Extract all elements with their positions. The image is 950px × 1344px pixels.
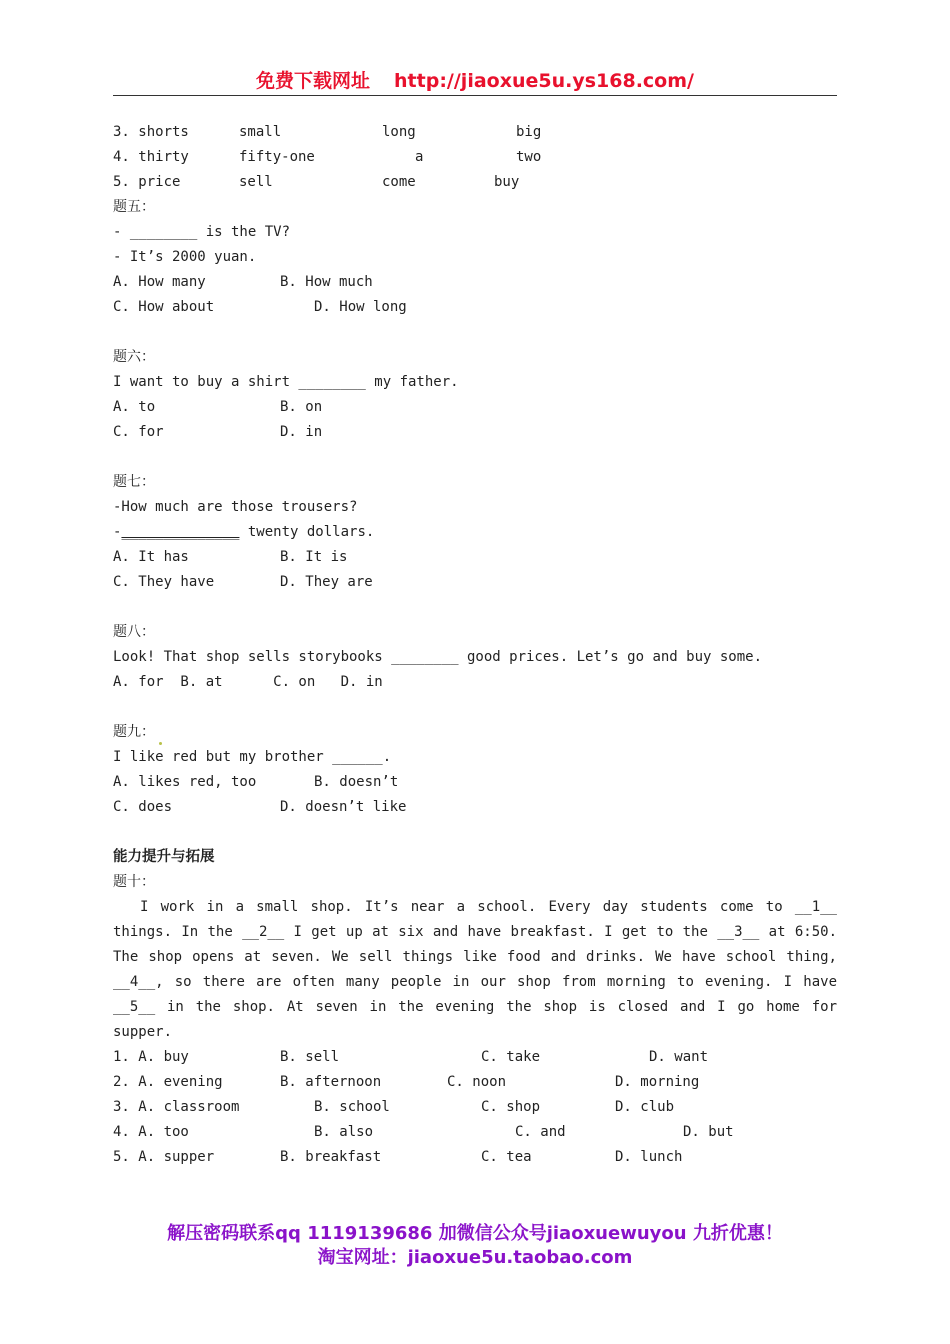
q10-option-row: 1. A. buy B. sell C. take D. want	[113, 1049, 709, 1065]
q6-title: 题六：	[113, 349, 155, 365]
q5-options-ab: A. How many B. How much	[113, 274, 373, 290]
q9-question: I like red but my brother ______.	[113, 749, 392, 765]
q10-passage-line: The shop opens at seven. We sell things like food and drinks. We have school thing,	[113, 949, 837, 965]
q10-passage-line: __4__, so there are often many people in our shop from morning to evening. I have	[113, 974, 837, 990]
document-body	[113, 120, 837, 1170]
q7-options-cd: C. They have D. They are	[113, 574, 373, 590]
q9-options-cd: C. does D. doesn’t like	[113, 799, 407, 815]
footer-contact: 解压密码联系qq 1119139686 加微信公众号jiaoxuewuyou 九折优惠！	[167, 1223, 783, 1244]
q7-answer: -______________ twenty dollars.	[113, 524, 375, 540]
q10-option-row: 3. A. classroom B. school C. shop D. club	[113, 1099, 675, 1115]
q10-option-row: 5. A. supper B. breakfast C. tea D. lunch	[113, 1149, 683, 1165]
q6-options-cd: C. for D. in	[113, 424, 323, 440]
header-url[interactable]: http://jiaoxue5u.ys168.com/	[394, 70, 694, 92]
q10-passage-line: things. In the __2__ I get up at six and have breakfast. I get to the __3__ at 6:50.	[113, 924, 837, 940]
q4-row: 5. price sell come buy	[113, 174, 520, 190]
q10-passage-line: __5__ in the shop. At seven in the evening the shop is closed and I go home for	[113, 999, 837, 1015]
q8-title: 题八：	[113, 624, 155, 640]
q5-answer: - It’s 2000 yuan.	[113, 249, 257, 265]
q5-options-cd: C. How about D. How long	[113, 299, 407, 315]
q10-option-row: 4. A. too B. also C. and D. but	[113, 1124, 734, 1140]
q7-options-ab: A. It has B. It is	[113, 549, 348, 565]
header-free-download: 免费下载网址	[256, 70, 371, 92]
q9-title: 题九：	[113, 720, 837, 745]
q8-options: A. for B. at C. on D. in	[113, 674, 383, 690]
page-header	[113, 66, 837, 96]
q5-question: - ________ is the TV?	[113, 224, 291, 240]
q10-passage-line: I work in a small shop. It’s near a school. Every day students come to __1__	[140, 899, 837, 915]
section-title: 能力提升与拓展	[113, 849, 215, 865]
q5-title: 题五：	[113, 199, 155, 215]
q7-title: 题七：	[113, 474, 155, 490]
q8-question: Look! That shop sells storybooks ________ good prices. Let’s go and buy some.	[113, 649, 763, 665]
footer-taobao-link[interactable]: 淘宝网址：jiaoxue5u.taobao.com	[317, 1247, 633, 1268]
q6-question: I want to buy a shirt ________ my father.	[113, 374, 459, 390]
q9-options-ab: A. likes red, too B. doesn’t	[113, 774, 399, 790]
q10-title: 题十：	[113, 874, 155, 890]
q6-options-ab: A. to B. on	[113, 399, 323, 415]
q7-question: -How much are those trousers?	[113, 499, 358, 515]
q10-passage-line: supper.	[113, 1024, 173, 1040]
q4-row: 3. shorts small long big	[113, 124, 542, 140]
q10-option-row: 2. A. evening B. afternoon C. noon D. morning	[113, 1074, 700, 1090]
q4-row: 4. thirty fifty-one a two	[113, 149, 542, 165]
